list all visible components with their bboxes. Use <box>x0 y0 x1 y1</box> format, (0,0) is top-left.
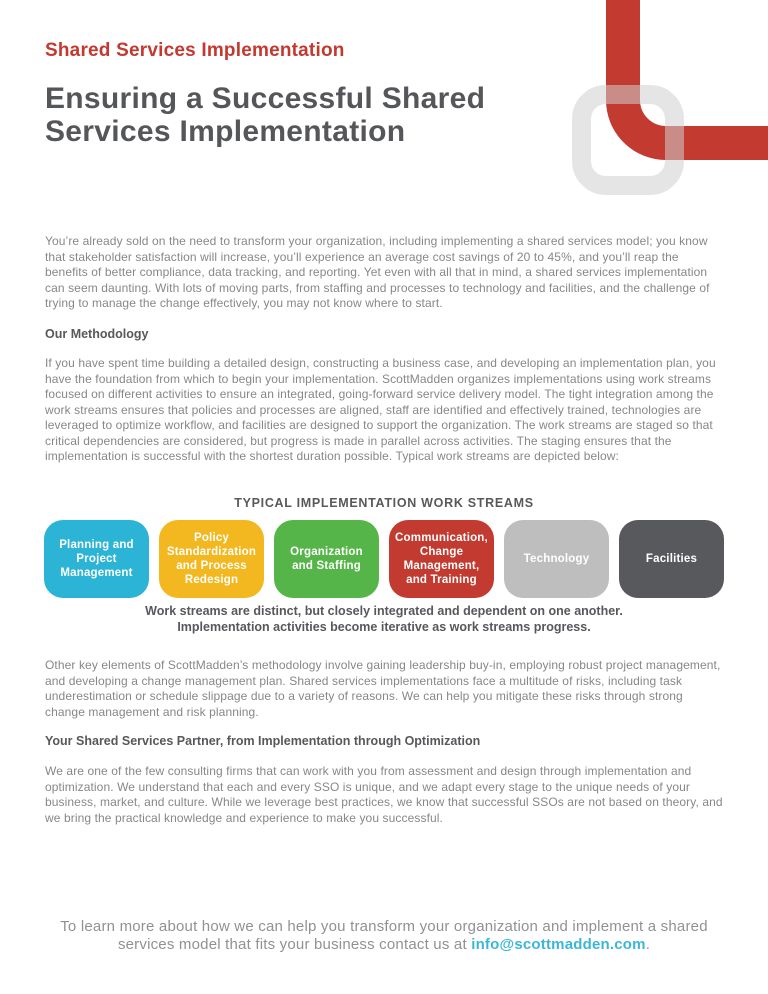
page-title-line-2: Services Implementation <box>45 115 406 148</box>
intro-paragraph: You’re already sold on the need to transform your organization, including implementing a shared services model; you know that stakeholder satisfaction will increase, you’ll experience an average cost savings of 20 to 45%, and you’ll reap the benefits of better compliance, data tracking, and reporting. Yet even with all that in mind, a shared services implementation can seem daunting. With lots of moving parts, from staffing and processes to technology and facilities, and the challenge of trying to manage the change effectively, you may not know where to start. <box>45 234 710 310</box>
work-stream-label: Technology <box>523 553 590 565</box>
work-stream-box-organization <box>274 520 379 598</box>
document-eyebrow: Shared Services Implementation <box>45 40 345 61</box>
contact-email-link[interactable]: info@scottmadden.com <box>471 936 646 953</box>
work-streams-caption-line-1: Work streams are distinct, but closely integrated and dependent on one another. <box>145 604 623 618</box>
work-stream-box-technology <box>504 520 609 598</box>
work-streams-diagram-title: TYPICAL IMPLEMENTATION WORK STREAMS <box>234 496 534 510</box>
work-stream-box-planning <box>44 520 149 598</box>
other-elements-paragraph: Other key elements of ScottMadden’s methodology involve gaining leadership buy-in, employing robust project management, and developing a change management plan. Shared services implementations face a multitude of risks, including task underestimation or schedule slippage due to a variety of reasons. We can help you mitigate these risks through strong change management and risk planning. <box>45 658 721 719</box>
work-streams-caption <box>0 603 768 635</box>
footer-cta <box>54 918 714 954</box>
work-stream-label: Organization and Staffing <box>290 546 363 572</box>
work-streams-caption-line-2: Implementation activities become iterative as work streams progress. <box>177 620 591 634</box>
footer-text-after-email: . <box>645 936 651 953</box>
work-stream-box-policy <box>159 520 264 598</box>
work-streams-row <box>44 520 724 598</box>
work-stream-box-communication <box>389 520 494 598</box>
corner-gray-rounded-square-graphic <box>572 85 684 195</box>
partner-paragraph: We are one of the few consulting firms that can work with you from assessment and design through implementation and optimization. We understand that each and every SSO is unique, and we adapt every stage to the unique needs of your business, market, and culture. While we leverage best practices, we know that successful SSOs are not based on theory, and we bring the practical knowledge and experience to make you successful. <box>45 764 723 825</box>
work-stream-label: Planning and Project Management <box>59 539 134 579</box>
page-title-line-1: Ensuring a Successful Shared <box>45 82 486 115</box>
work-stream-label: Policy Standardization and Process Redesign <box>166 532 257 586</box>
work-stream-box-facilities <box>619 520 724 598</box>
footer-text-before-email: To learn more about how we can help you transform your organization and implement a shared services model that fits your business contact us at <box>60 918 708 953</box>
work-stream-label: Communication, Change Management, and Training <box>395 532 488 586</box>
partner-heading: Your Shared Services Partner, from Implementation through Optimization <box>45 734 481 748</box>
methodology-heading: Our Methodology <box>45 327 149 341</box>
page-title <box>45 82 485 148</box>
methodology-paragraph: If you have spent time building a detailed design, constructing a business case, and developing an implementation plan, you have the foundation from which to begin your implementation. ScottMadden organizes implementations using work streams focused on different activities to ensure an integrated, going-forward service delivery model. The tight integration among the work streams ensures that policies and processes are aligned, staff are identified and effectively trained, technologies are leveraged to optimize workflow, and facilities are designed to support the organization. The work streams are staged so that critical dependencies are considered, but progress is made in parallel across activities. The staging ensures that the implementation is successful with the shortest duration possible. Typical work streams are depicted below: <box>45 356 716 463</box>
work-stream-label: Facilities <box>645 553 698 565</box>
